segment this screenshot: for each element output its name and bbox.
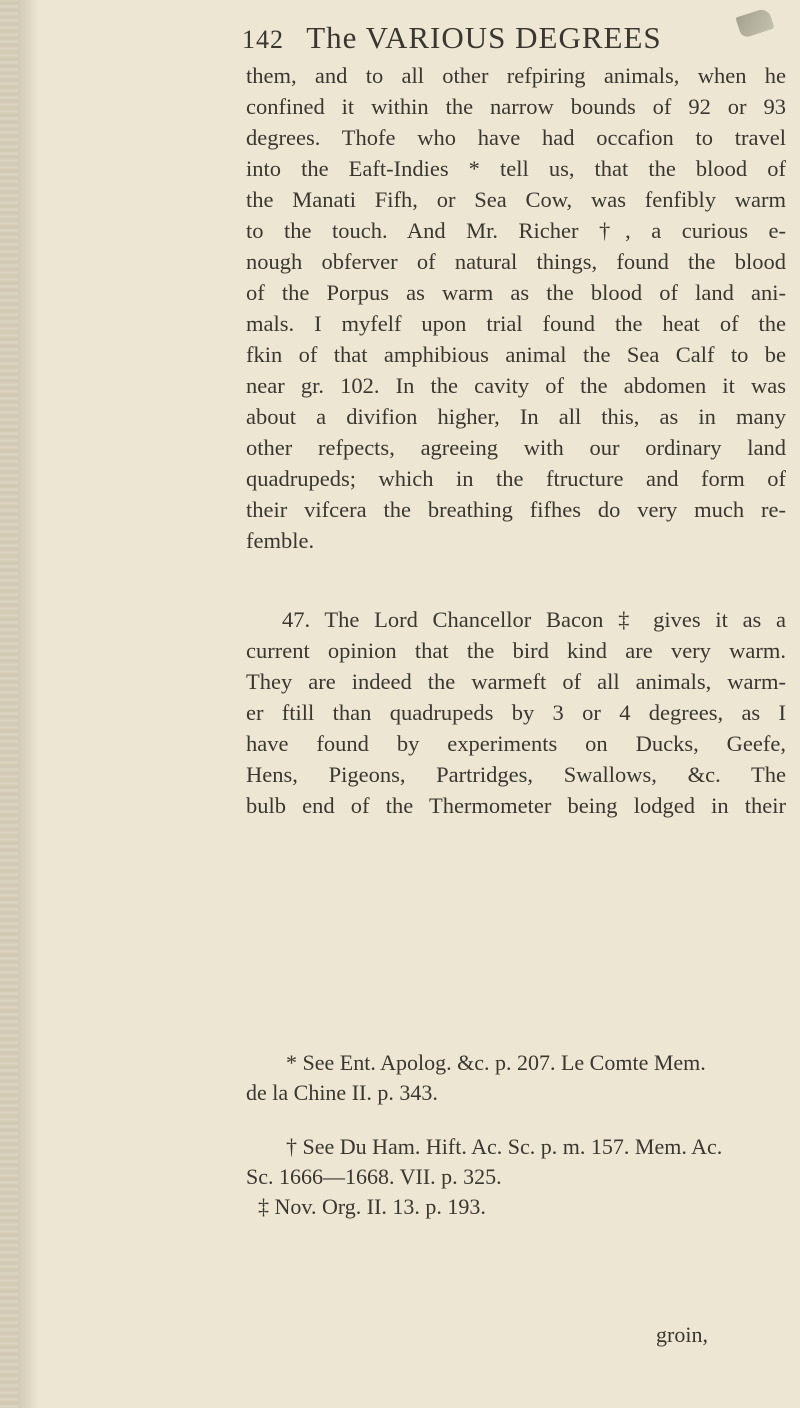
text-line: about a divifion higher, In all this, as in many xyxy=(246,404,786,429)
text-line: of the Porpus as warm as the blood of land ani- xyxy=(246,280,786,305)
text-line: have found by experiments on Ducks, Geefe, xyxy=(246,731,786,756)
gutter-shadow xyxy=(18,0,40,1408)
text-line: the Manati Fifh, or Sea Cow, was fenfibly warm xyxy=(246,187,786,212)
footnotes xyxy=(246,1048,786,1222)
page-gutter xyxy=(0,0,18,1408)
paragraph xyxy=(246,60,786,556)
text-line: to the touch. And Mr. Richer †, a curious e- xyxy=(246,218,786,243)
text-line: er ftill than quadrupeds by 3 or 4 degrees, as I xyxy=(246,700,786,725)
text-line: Hens, Pigeons, Partridges, Swallows, &c. The xyxy=(246,762,786,787)
text-line: other refpects, agreeing with our ordinary land xyxy=(246,435,786,460)
text-line: nough obferver of natural things, found the blood xyxy=(246,249,786,274)
footnote-line: de la Chine II. p. 343. xyxy=(246,1080,438,1105)
running-header xyxy=(242,20,702,56)
footnote-line: Sc. 1666—1668. VII. p. 325. xyxy=(246,1164,502,1189)
text-line: 47. The Lord Chancellor Bacon ‡ gives it as a xyxy=(282,607,786,632)
text-line: bulb end of the Thermometer being lodged in their xyxy=(246,793,786,818)
footnote xyxy=(246,1132,786,1222)
text-line: them, and to all other refpiring animals, when he xyxy=(246,63,786,88)
text-line: current opinion that the bird kind are very warm. xyxy=(246,638,786,663)
text-line: femble. xyxy=(246,528,315,553)
text-line: into the Eaft-Indies * tell us, that the blood of xyxy=(246,156,786,181)
page-number: 142 xyxy=(242,25,284,54)
text-line: mals. I myfelf upon trial found the heat of the xyxy=(246,311,786,336)
paragraph-spacer xyxy=(246,556,786,604)
text-line: fkin of that amphibious animal the Sea Calf to be xyxy=(246,342,786,367)
text-line: their vifcera the breathing fifhes do very much re- xyxy=(246,497,786,522)
running-head-title: The VARIOUS DEGREES xyxy=(306,20,662,55)
footnote xyxy=(246,1048,786,1108)
text-line: confined it within the narrow bounds of 92 or 93 xyxy=(246,94,786,119)
text-line: degrees. Thofe who have had occafion to travel xyxy=(246,125,786,150)
footnote-spacer xyxy=(246,1108,786,1132)
paragraph xyxy=(246,604,786,821)
catchword: groin, xyxy=(656,1322,708,1347)
page-stain xyxy=(735,7,774,38)
footnote-line: ‡ Nov. Org. II. 13. p. 193. xyxy=(258,1194,486,1219)
text-line: They are indeed the warmeft of all animals, warm- xyxy=(246,669,786,694)
text-line: near gr. 102. In the cavity of the abdomen it was xyxy=(246,373,786,398)
footnote-line: * See Ent. Apolog. &c. p. 207. Le Comte Mem. xyxy=(286,1050,706,1075)
footnote-line: † See Du Ham. Hift. Ac. Sc. p. m. 157. Mem. Ac. xyxy=(286,1134,723,1159)
main-text xyxy=(246,60,786,821)
text-line: quadrupeds; which in the ftructure and form of xyxy=(246,466,786,491)
